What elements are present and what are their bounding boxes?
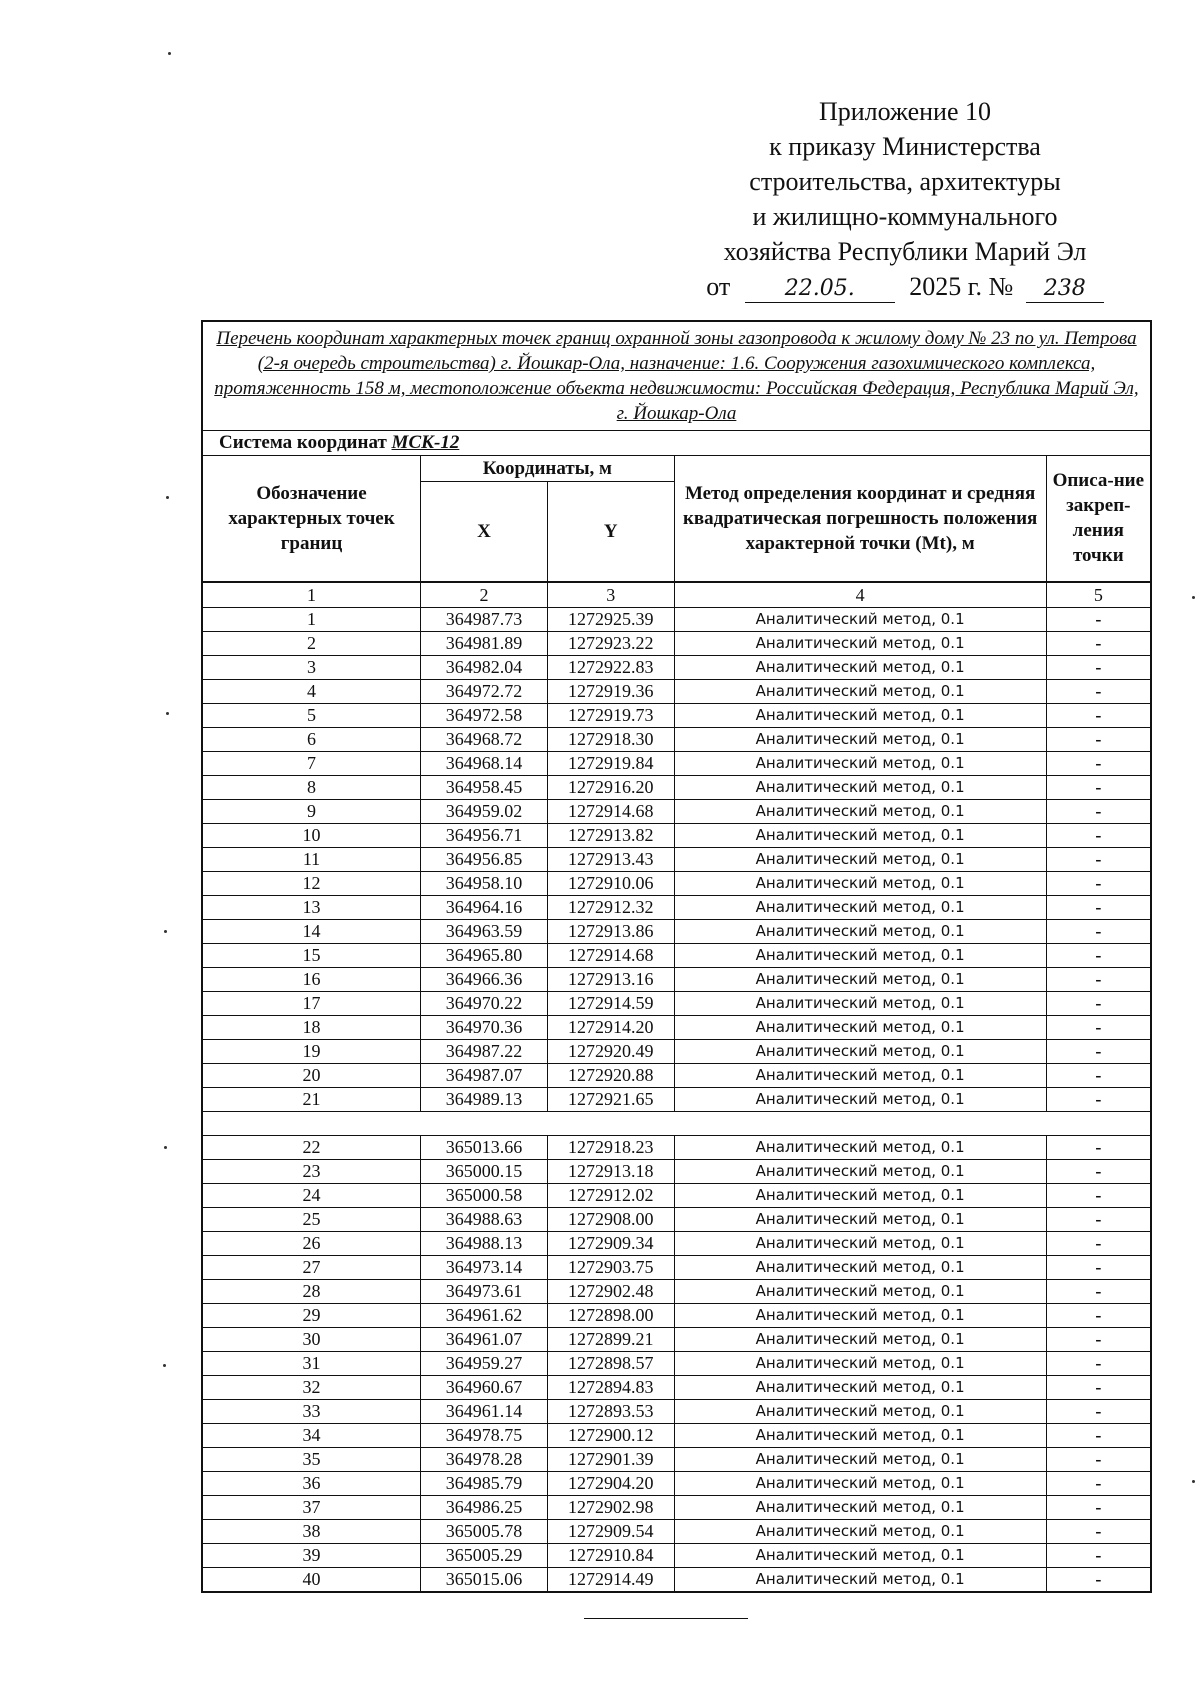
coordinate-x: 364987.22 xyxy=(421,1039,548,1063)
description-cell: - xyxy=(1046,895,1151,919)
point-number: 12 xyxy=(202,871,421,895)
table-row xyxy=(202,1423,1151,1447)
description-cell: - xyxy=(1046,727,1151,751)
annex-line-3: и жилищно-коммунального xyxy=(752,202,1058,231)
description-cell: - xyxy=(1046,967,1151,991)
coordinate-x: 364987.07 xyxy=(421,1063,548,1087)
method-cell: Аналитический метод, 0.1 xyxy=(674,1231,1046,1255)
method-cell: Аналитический метод, 0.1 xyxy=(674,631,1046,655)
coordinate-y: 1272903.75 xyxy=(547,1255,674,1279)
coordinate-x: 365005.78 xyxy=(421,1519,548,1543)
table-row xyxy=(202,1447,1151,1471)
table-row xyxy=(202,1351,1151,1375)
coordinate-x: 364978.75 xyxy=(421,1423,548,1447)
method-cell: Аналитический метод, 0.1 xyxy=(674,1207,1046,1231)
point-number: 6 xyxy=(202,727,421,751)
point-number: 20 xyxy=(202,1063,421,1087)
coordinate-x: 364961.62 xyxy=(421,1303,548,1327)
description-cell: - xyxy=(1046,919,1151,943)
coordinate-y: 1272920.49 xyxy=(547,1039,674,1063)
method-cell: Аналитический метод, 0.1 xyxy=(674,1039,1046,1063)
table-row xyxy=(202,1567,1151,1592)
point-number: 31 xyxy=(202,1351,421,1375)
coordinate-x: 364961.14 xyxy=(421,1399,548,1423)
point-number: 39 xyxy=(202,1543,421,1567)
caption-row xyxy=(202,321,1151,431)
coordinate-y: 1272908.00 xyxy=(547,1207,674,1231)
coordinate-x: 364981.89 xyxy=(421,631,548,655)
point-number: 21 xyxy=(202,1087,421,1111)
method-cell: Аналитический метод, 0.1 xyxy=(674,1327,1046,1351)
coordinate-x: 364987.73 xyxy=(421,607,548,631)
point-number: 40 xyxy=(202,1567,421,1592)
description-cell: - xyxy=(1046,1543,1151,1567)
description-cell: - xyxy=(1046,991,1151,1015)
header-y: Y xyxy=(547,482,674,582)
point-number: 33 xyxy=(202,1399,421,1423)
table-row xyxy=(202,775,1151,799)
point-number: 15 xyxy=(202,943,421,967)
scan-speck xyxy=(166,712,169,715)
table-row xyxy=(202,1231,1151,1255)
description-cell: - xyxy=(1046,1351,1151,1375)
coordinate-x: 364965.80 xyxy=(421,943,548,967)
point-number: 7 xyxy=(202,751,421,775)
description-cell: - xyxy=(1046,1015,1151,1039)
handwritten-number: 238 xyxy=(1026,276,1104,303)
table-row xyxy=(202,1495,1151,1519)
method-cell: Аналитический метод, 0.1 xyxy=(674,1543,1046,1567)
from-label: от xyxy=(706,272,731,301)
description-cell: - xyxy=(1046,1303,1151,1327)
method-cell: Аналитический метод, 0.1 xyxy=(674,799,1046,823)
point-number: 4 xyxy=(202,679,421,703)
point-number: 25 xyxy=(202,1207,421,1231)
coordinate-x: 365000.58 xyxy=(421,1183,548,1207)
point-number: 17 xyxy=(202,991,421,1015)
coordinate-x: 364985.79 xyxy=(421,1471,548,1495)
description-cell: - xyxy=(1046,1327,1151,1351)
point-number: 22 xyxy=(202,1135,421,1159)
method-cell: Аналитический метод, 0.1 xyxy=(674,847,1046,871)
method-cell: Аналитический метод, 0.1 xyxy=(674,775,1046,799)
coordinate-x: 364988.13 xyxy=(421,1231,548,1255)
annex-line-1: к приказу Министерства xyxy=(769,132,1041,161)
table-row xyxy=(202,1087,1151,1111)
handwritten-date: 22.05. xyxy=(745,276,895,303)
table-row xyxy=(202,679,1151,703)
table-row xyxy=(202,751,1151,775)
method-cell: Аналитический метод, 0.1 xyxy=(674,1063,1046,1087)
method-cell: Аналитический метод, 0.1 xyxy=(674,1567,1046,1592)
point-number: 30 xyxy=(202,1327,421,1351)
table-row xyxy=(202,655,1151,679)
coordinate-x: 364959.27 xyxy=(421,1351,548,1375)
point-number: 35 xyxy=(202,1447,421,1471)
coordinate-x: 364956.85 xyxy=(421,847,548,871)
table-row xyxy=(202,1303,1151,1327)
table-row xyxy=(202,607,1151,631)
point-number: 18 xyxy=(202,1015,421,1039)
header-description: Описа-ние закреп-ления точки xyxy=(1046,456,1151,582)
method-cell: Аналитический метод, 0.1 xyxy=(674,895,1046,919)
description-cell: - xyxy=(1046,1231,1151,1255)
coordinate-y: 1272913.86 xyxy=(547,919,674,943)
method-cell: Аналитический метод, 0.1 xyxy=(674,967,1046,991)
table-row xyxy=(202,967,1151,991)
point-number: 1 xyxy=(202,607,421,631)
coordinate-y: 1272900.12 xyxy=(547,1423,674,1447)
coordinate-y: 1272918.30 xyxy=(547,727,674,751)
method-cell: Аналитический метод, 0.1 xyxy=(674,1375,1046,1399)
method-cell: Аналитический метод, 0.1 xyxy=(674,751,1046,775)
scan-speck xyxy=(168,52,171,55)
point-number: 10 xyxy=(202,823,421,847)
point-number: 38 xyxy=(202,1519,421,1543)
coordinate-y: 1272919.36 xyxy=(547,679,674,703)
table-row xyxy=(202,1063,1151,1087)
point-number: 8 xyxy=(202,775,421,799)
point-number: 32 xyxy=(202,1375,421,1399)
description-cell: - xyxy=(1046,1255,1151,1279)
scan-speck xyxy=(166,496,169,499)
coordinate-x: 365000.15 xyxy=(421,1159,548,1183)
scan-speck xyxy=(164,1146,167,1149)
coordinate-y: 1272901.39 xyxy=(547,1447,674,1471)
point-number: 28 xyxy=(202,1279,421,1303)
coordinate-x: 364988.63 xyxy=(421,1207,548,1231)
coordinate-y: 1272913.18 xyxy=(547,1159,674,1183)
coordinate-y: 1272910.84 xyxy=(547,1543,674,1567)
coordinate-y: 1272912.32 xyxy=(547,895,674,919)
description-cell: - xyxy=(1046,1399,1151,1423)
method-cell: Аналитический метод, 0.1 xyxy=(674,1279,1046,1303)
header-method: Метод определения координат и средняя квадратическая погрешность положения характерной точки (Mt), м xyxy=(674,456,1046,582)
description-cell: - xyxy=(1046,799,1151,823)
point-number: 27 xyxy=(202,1255,421,1279)
system-value: МСК-12 xyxy=(391,432,460,453)
table-row xyxy=(202,799,1151,823)
description-cell: - xyxy=(1046,823,1151,847)
column-number: 2 xyxy=(421,582,548,608)
bottom-rule xyxy=(584,1618,748,1619)
method-cell: Аналитический метод, 0.1 xyxy=(674,1447,1046,1471)
coordinate-x: 364986.25 xyxy=(421,1495,548,1519)
coordinate-x: 364958.45 xyxy=(421,775,548,799)
point-number: 13 xyxy=(202,895,421,919)
year-number-label: 2025 г. № xyxy=(909,272,1014,301)
coordinate-y: 1272894.83 xyxy=(547,1375,674,1399)
point-number: 24 xyxy=(202,1183,421,1207)
annex-line-2: строительства, архитектуры xyxy=(749,167,1061,196)
point-number: 16 xyxy=(202,967,421,991)
point-number: 3 xyxy=(202,655,421,679)
description-cell: - xyxy=(1046,871,1151,895)
method-cell: Аналитический метод, 0.1 xyxy=(674,1135,1046,1159)
coordinate-y: 1272909.54 xyxy=(547,1519,674,1543)
header-coordinates: Координаты, м xyxy=(421,456,675,482)
table-row xyxy=(202,919,1151,943)
coordinate-y: 1272914.20 xyxy=(547,1015,674,1039)
table-row xyxy=(202,1207,1151,1231)
coordinate-system xyxy=(202,431,1151,456)
table-row xyxy=(202,823,1151,847)
header-designation: Обозначение характерных точек границ xyxy=(202,456,421,582)
method-cell: Аналитический метод, 0.1 xyxy=(674,607,1046,631)
description-cell: - xyxy=(1046,1183,1151,1207)
description-cell: - xyxy=(1046,1495,1151,1519)
description-cell: - xyxy=(1046,655,1151,679)
method-cell: Аналитический метод, 0.1 xyxy=(674,1495,1046,1519)
description-cell: - xyxy=(1046,1063,1151,1087)
table-row xyxy=(202,1183,1151,1207)
method-cell: Аналитический метод, 0.1 xyxy=(674,1519,1046,1543)
coordinate-x: 364973.14 xyxy=(421,1255,548,1279)
column-number: 4 xyxy=(674,582,1046,608)
coordinate-y: 1272914.59 xyxy=(547,991,674,1015)
coordinate-x: 364973.61 xyxy=(421,1279,548,1303)
method-cell: Аналитический метод, 0.1 xyxy=(674,1423,1046,1447)
coordinate-y: 1272916.20 xyxy=(547,775,674,799)
description-cell: - xyxy=(1046,703,1151,727)
column-number: 1 xyxy=(202,582,421,608)
coordinate-y: 1272912.02 xyxy=(547,1183,674,1207)
coordinate-y: 1272913.82 xyxy=(547,823,674,847)
table-row xyxy=(202,1375,1151,1399)
table-caption: Перечень координат характерных точек границ охранной зоны газопровода к жилому дому № 23 по ул. Петрова (2-я очередь строительства) г. Йошкар-Ола, назначение: 1.6. Сооружения газохимического комплекса, протяженность 158 м, местоположение объекта недвижимости: Российская Федерация, Республика Марий Эл, г. Йошкар-Ола xyxy=(202,321,1151,431)
point-number: 26 xyxy=(202,1231,421,1255)
system-label: Система координат xyxy=(219,432,387,453)
point-number: 37 xyxy=(202,1495,421,1519)
group-separator-row xyxy=(202,1111,1151,1135)
point-number: 14 xyxy=(202,919,421,943)
table-row xyxy=(202,703,1151,727)
point-number: 19 xyxy=(202,1039,421,1063)
coordinate-x: 364963.59 xyxy=(421,919,548,943)
table-row xyxy=(202,895,1151,919)
scan-speck xyxy=(1192,1480,1195,1483)
description-cell: - xyxy=(1046,1471,1151,1495)
coordinate-y: 1272904.20 xyxy=(547,1471,674,1495)
coordinate-y: 1272925.39 xyxy=(547,607,674,631)
table-row xyxy=(202,1399,1151,1423)
coordinate-x: 364989.13 xyxy=(421,1087,548,1111)
coordinate-y: 1272918.23 xyxy=(547,1135,674,1159)
coordinate-x: 364968.72 xyxy=(421,727,548,751)
table-row xyxy=(202,871,1151,895)
description-cell: - xyxy=(1046,1279,1151,1303)
point-number: 36 xyxy=(202,1471,421,1495)
coordinate-x: 365013.66 xyxy=(421,1135,548,1159)
method-cell: Аналитический метод, 0.1 xyxy=(674,943,1046,967)
description-cell: - xyxy=(1046,1135,1151,1159)
table-row xyxy=(202,1135,1151,1159)
method-cell: Аналитический метод, 0.1 xyxy=(674,991,1046,1015)
annex-line-4: хозяйства Республики Марий Эл xyxy=(723,237,1087,266)
table-row xyxy=(202,991,1151,1015)
coordinate-x: 364970.22 xyxy=(421,991,548,1015)
method-cell: Аналитический метод, 0.1 xyxy=(674,727,1046,751)
method-cell: Аналитический метод, 0.1 xyxy=(674,655,1046,679)
coordinate-y: 1272922.83 xyxy=(547,655,674,679)
description-cell: - xyxy=(1046,1375,1151,1399)
table-row xyxy=(202,1255,1151,1279)
point-number: 5 xyxy=(202,703,421,727)
coordinate-y: 1272919.84 xyxy=(547,751,674,775)
method-cell: Аналитический метод, 0.1 xyxy=(674,1159,1046,1183)
coordinate-x: 364956.71 xyxy=(421,823,548,847)
column-number: 5 xyxy=(1046,582,1151,608)
annex-header xyxy=(690,94,1120,304)
point-number: 23 xyxy=(202,1159,421,1183)
header-row-1 xyxy=(202,456,1151,482)
description-cell: - xyxy=(1046,1159,1151,1183)
table-row xyxy=(202,1279,1151,1303)
coordinate-x: 364982.04 xyxy=(421,655,548,679)
coordinate-y: 1272919.73 xyxy=(547,703,674,727)
coordinate-y: 1272923.22 xyxy=(547,631,674,655)
coordinate-y: 1272898.57 xyxy=(547,1351,674,1375)
table-row xyxy=(202,1519,1151,1543)
coordinate-y: 1272898.00 xyxy=(547,1303,674,1327)
table-row xyxy=(202,1039,1151,1063)
description-cell: - xyxy=(1046,847,1151,871)
table-row xyxy=(202,1327,1151,1351)
point-number: 34 xyxy=(202,1423,421,1447)
table-row xyxy=(202,1015,1151,1039)
description-cell: - xyxy=(1046,775,1151,799)
table-row xyxy=(202,1471,1151,1495)
coordinate-y: 1272910.06 xyxy=(547,871,674,895)
scan-speck xyxy=(1192,596,1195,599)
coordinate-x: 364972.72 xyxy=(421,679,548,703)
coordinates-table xyxy=(201,320,1152,1593)
coordinate-y: 1272921.65 xyxy=(547,1087,674,1111)
coordinate-y: 1272902.98 xyxy=(547,1495,674,1519)
coordinate-y: 1272913.43 xyxy=(547,847,674,871)
coordinate-y: 1272914.49 xyxy=(547,1567,674,1592)
coordinate-y: 1272914.68 xyxy=(547,799,674,823)
coordinate-x: 364972.58 xyxy=(421,703,548,727)
description-cell: - xyxy=(1046,607,1151,631)
coordinate-x: 364966.36 xyxy=(421,967,548,991)
description-cell: - xyxy=(1046,1423,1151,1447)
table-row xyxy=(202,847,1151,871)
point-number: 29 xyxy=(202,1303,421,1327)
coordinate-x: 364970.36 xyxy=(421,1015,548,1039)
description-cell: - xyxy=(1046,943,1151,967)
method-cell: Аналитический метод, 0.1 xyxy=(674,1255,1046,1279)
order-date-line xyxy=(690,269,1120,304)
method-cell: Аналитический метод, 0.1 xyxy=(674,1087,1046,1111)
scan-speck xyxy=(163,1364,166,1367)
coordinate-x: 365015.06 xyxy=(421,1567,548,1592)
method-cell: Аналитический метод, 0.1 xyxy=(674,1471,1046,1495)
coordinate-y: 1272913.16 xyxy=(547,967,674,991)
group-separator xyxy=(202,1111,1151,1135)
point-number: 11 xyxy=(202,847,421,871)
coordinate-y: 1272902.48 xyxy=(547,1279,674,1303)
method-cell: Аналитический метод, 0.1 xyxy=(674,1015,1046,1039)
system-row xyxy=(202,431,1151,456)
coordinate-x: 364959.02 xyxy=(421,799,548,823)
annex-title: Приложение 10 xyxy=(818,97,992,126)
description-cell: - xyxy=(1046,1519,1151,1543)
description-cell: - xyxy=(1046,1567,1151,1592)
method-cell: Аналитический метод, 0.1 xyxy=(674,1351,1046,1375)
header-x: X xyxy=(421,482,548,582)
description-cell: - xyxy=(1046,631,1151,655)
method-cell: Аналитический метод, 0.1 xyxy=(674,871,1046,895)
table-row xyxy=(202,727,1151,751)
column-number-row xyxy=(202,582,1151,608)
coordinate-x: 365005.29 xyxy=(421,1543,548,1567)
coordinate-x: 364978.28 xyxy=(421,1447,548,1471)
table-row xyxy=(202,943,1151,967)
description-cell: - xyxy=(1046,1087,1151,1111)
table-row xyxy=(202,631,1151,655)
coordinate-x: 364964.16 xyxy=(421,895,548,919)
description-cell: - xyxy=(1046,679,1151,703)
coordinate-y: 1272909.34 xyxy=(547,1231,674,1255)
coordinate-y: 1272920.88 xyxy=(547,1063,674,1087)
coordinate-x: 364968.14 xyxy=(421,751,548,775)
description-cell: - xyxy=(1046,751,1151,775)
method-cell: Аналитический метод, 0.1 xyxy=(674,919,1046,943)
column-number: 3 xyxy=(547,582,674,608)
table-row xyxy=(202,1159,1151,1183)
method-cell: Аналитический метод, 0.1 xyxy=(674,703,1046,727)
method-cell: Аналитический метод, 0.1 xyxy=(674,1399,1046,1423)
description-cell: - xyxy=(1046,1039,1151,1063)
method-cell: Аналитический метод, 0.1 xyxy=(674,1183,1046,1207)
point-number: 2 xyxy=(202,631,421,655)
coordinate-x: 364958.10 xyxy=(421,871,548,895)
table-row xyxy=(202,1543,1151,1567)
coordinate-y: 1272914.68 xyxy=(547,943,674,967)
coordinate-x: 364960.67 xyxy=(421,1375,548,1399)
method-cell: Аналитический метод, 0.1 xyxy=(674,679,1046,703)
description-cell: - xyxy=(1046,1447,1151,1471)
point-number: 9 xyxy=(202,799,421,823)
coordinate-x: 364961.07 xyxy=(421,1327,548,1351)
method-cell: Аналитический метод, 0.1 xyxy=(674,1303,1046,1327)
description-cell: - xyxy=(1046,1207,1151,1231)
coordinate-y: 1272899.21 xyxy=(547,1327,674,1351)
scan-speck xyxy=(164,930,167,933)
method-cell: Аналитический метод, 0.1 xyxy=(674,823,1046,847)
coordinate-y: 1272893.53 xyxy=(547,1399,674,1423)
